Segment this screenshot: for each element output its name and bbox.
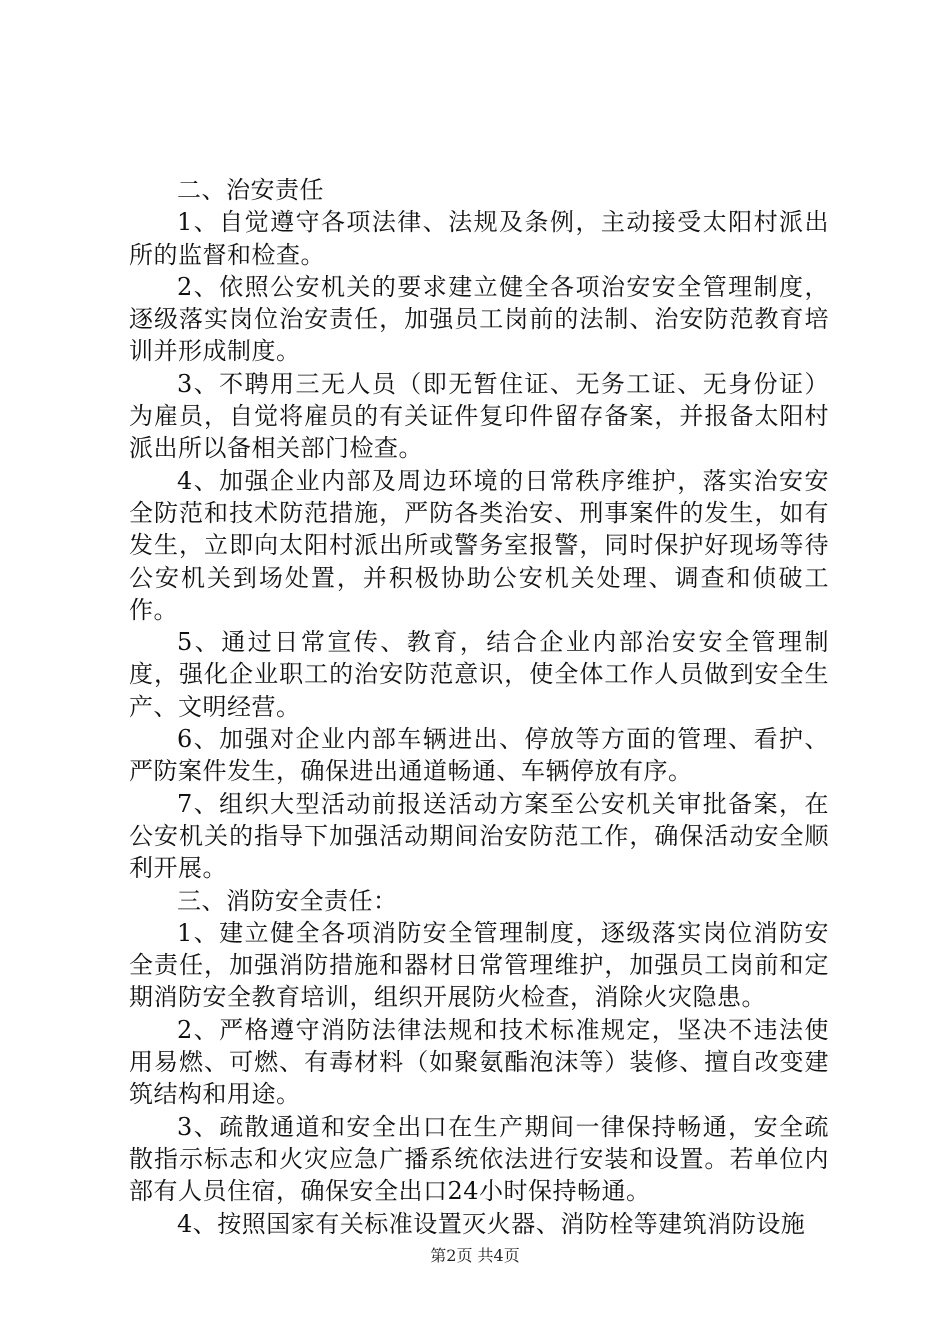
paragraph-item: 2、严格遵守消防法律法规和技术标准规定，坚决不违法使用易燃、可燃、有毒材料（如聚氨酯泡沫等）装修、擅自改变建筑结构和用途。: [129, 1015, 829, 1109]
paragraph-item: 2、依照公安机关的要求建立健全各项治安安全管理制度，逐级落实岗位治安责任，加强员工岗前的法制、治安防范教育培训并形成制度。: [129, 272, 829, 366]
paragraph-item: 4、按照国家有关标准设置灭火器、消防栓等建筑消防设施: [177, 1209, 806, 1238]
paragraph-item: 7、组织大型活动前报送活动方案至公安机关审批备案，在公安机关的指导下加强活动期间治安防范工作，确保活动安全顺利开展。: [129, 789, 829, 883]
paragraph-item: 1、自觉遵守各项法律、法规及条例，主动接受太阳村派出所的监督和检查。: [129, 208, 829, 269]
document-body: [129, 174, 829, 1240]
paragraph-item: 6、加强对企业内部车辆进出、停放等方面的管理、看护、严防案件发生，确保进出通道畅通、车辆停放有序。: [129, 725, 829, 786]
section-heading-public-security: 二、治安责任: [177, 176, 324, 204]
paragraph-item: 5、通过日常宣传、教育，结合企业内部治安安全管理制度，强化企业职工的治安防范意识，使全体工作人员做到安全生产、文明经营。: [129, 628, 829, 721]
paragraph-item: 3、不聘用三无人员（即无暂住证、无务工证、无身份证）为雇员，自觉将雇员的有关证件复印件留存备案，并报备太阳村派出所以备相关部门检查。: [129, 369, 829, 463]
page-number-footer: 第2页 共4页: [430, 1246, 520, 1265]
section-heading-fire-safety: 三、消防安全责任：: [177, 886, 398, 915]
paragraph-item: 4、加强企业内部及周边环境的日常秩序维护，落实治安安全防范和技术防范措施，严防各类治安、刑事案件的发生，如有发生，立即向太阳村派出所或警务室报警，同时保护好现场等待公安机关到场处置，并积极协助公安机关处理、调查和侦破工作。: [129, 466, 829, 624]
paragraph-item: 3、疏散通道和安全出口在生产期间一律保持畅通，安全疏散指示标志和火灾应急广播系统依法进行安装和设置。若单位内部有人员住宿，确保安全出口24小时保持畅通。: [129, 1112, 829, 1206]
paragraph-item: 1、建立健全各项消防安全管理制度，逐级落实岗位消防安全责任，加强消防措施和器材日常管理维护，加强员工岗前和定期消防安全教育培训，组织开展防火检查，消除火灾隐患。: [129, 918, 829, 1012]
